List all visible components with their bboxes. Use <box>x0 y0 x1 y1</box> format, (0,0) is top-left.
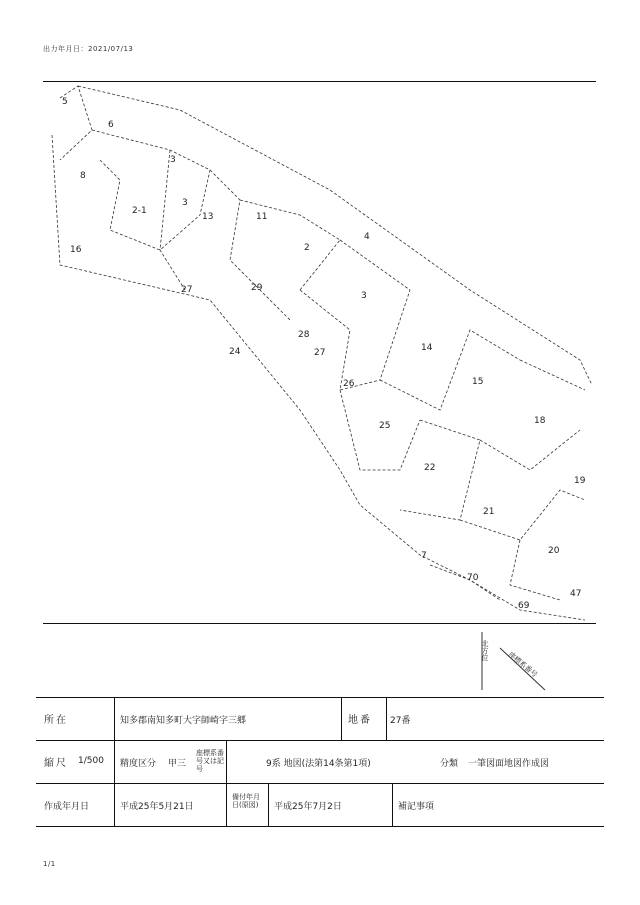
parcel-label: 2 <box>304 243 310 253</box>
parcel-line <box>160 150 185 290</box>
parcel-line <box>210 170 290 320</box>
precision-value: 甲三 <box>168 759 187 769</box>
legend-text: 座標系番号 <box>506 650 539 680</box>
remarks-value: 平成25年7月2日 <box>274 802 342 812</box>
parcel-label: 20 <box>548 546 560 556</box>
parcel-line <box>300 290 380 390</box>
parcel-line <box>520 360 585 390</box>
parcel-label: 8 <box>80 171 86 181</box>
parcel-line <box>460 490 585 540</box>
parcel-label: 7 <box>421 551 427 561</box>
parcel-label: 25 <box>379 421 391 431</box>
coord-label: 座標系番号又は記号 <box>196 749 224 773</box>
type-value: 一筆図面地図作成図 <box>468 759 550 769</box>
remarks-label: 備付年月日(原図) <box>232 793 260 809</box>
parcel-label: 15 <box>472 377 484 387</box>
parcel-label: 2-1 <box>132 206 147 216</box>
parcel-label: 6 <box>108 120 114 130</box>
type-label: 分類 <box>440 759 459 769</box>
parcel-label: 29 <box>251 283 263 293</box>
parcel-label: 26 <box>343 379 355 389</box>
parcel-line <box>430 565 500 600</box>
parcel-label: 4 <box>364 232 370 242</box>
parcel-label: 14 <box>421 343 433 353</box>
parcel-label: 3 <box>182 198 188 208</box>
parcel-label: 27 <box>181 285 193 295</box>
parcel-label: 28 <box>298 330 310 340</box>
page-number: 1/1 <box>43 860 56 868</box>
lot-value: 27番 <box>390 716 411 726</box>
parcel-label: 22 <box>424 463 436 473</box>
parcel-label: 13 <box>202 212 214 222</box>
precision-label: 精度区分 <box>120 759 157 769</box>
parcel-label: 5 <box>62 97 68 107</box>
coord-value: 9系 地図(法第14条第1項) <box>266 759 371 769</box>
parcel-line <box>92 130 210 215</box>
parcel-label: 21 <box>483 507 495 517</box>
notes-label: 補記事項 <box>398 802 435 812</box>
output-date: 出力年月日：2021/07/13 <box>43 45 134 53</box>
created-label: 作成年月日 <box>44 802 90 812</box>
parcel-line <box>480 430 580 470</box>
parcel-label: 11 <box>256 212 268 222</box>
parcel-line <box>340 240 410 380</box>
parcel-label: 16 <box>70 245 82 255</box>
location-value: 知多郡南知多町大字師崎字三郷 <box>120 716 247 726</box>
parcel-label: 24 <box>229 347 241 357</box>
created-value: 平成25年5月21日 <box>120 802 194 812</box>
parcel-label: 47 <box>570 589 582 599</box>
scale-value: 1/500 <box>78 756 104 766</box>
outer-boundary-north <box>78 86 592 385</box>
parcel-label: 69 <box>518 601 530 611</box>
parcel-label: 19 <box>574 476 586 486</box>
parcel-label: 3 <box>361 291 367 301</box>
parcel-label: 3 <box>170 155 176 165</box>
parcel-line <box>240 200 340 290</box>
north-label: 北方位 <box>481 640 489 661</box>
lot-label: 地番 <box>348 715 372 726</box>
parcel-line <box>380 330 520 410</box>
scale-label: 縮尺 <box>44 758 68 769</box>
info-table <box>36 697 604 827</box>
parcel-line <box>400 420 480 520</box>
parcel-label: 70 <box>467 573 479 583</box>
location-label: 所在 <box>44 715 68 726</box>
parcel-label: 18 <box>534 416 546 426</box>
parcel-label: 27 <box>314 348 326 358</box>
